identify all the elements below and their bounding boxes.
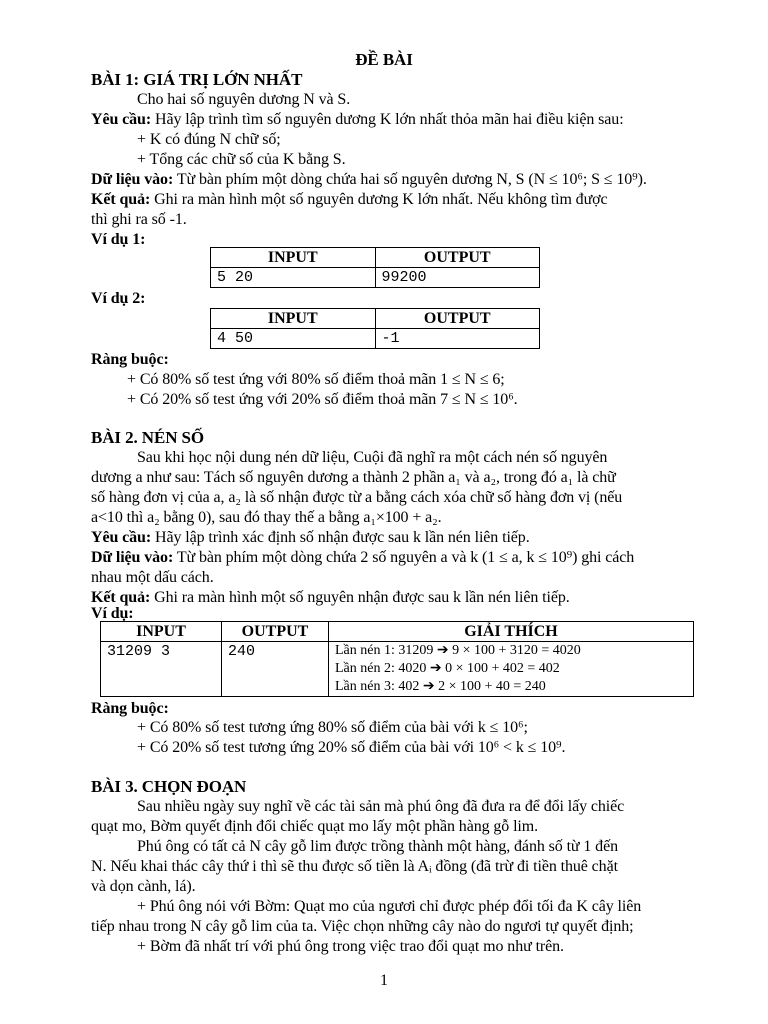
bai2-input-desc (91, 548, 634, 568)
bai1-requirement (91, 110, 624, 130)
col-output: OUTPUT (375, 309, 540, 329)
bai2-input-desc-2: nhau một dấu cách. (91, 569, 214, 586)
bai1-ex1-label: Ví dụ 1: (91, 231, 146, 248)
bai2-ex-label: Ví dụ: (91, 605, 134, 622)
text: Ghi ra màn hình một số nguyên dương K lớn nhất. Nếu không tìm được (154, 191, 608, 208)
col-input: INPUT (211, 248, 376, 268)
ex-output: -1 (375, 329, 540, 349)
label: Dữ liệu vào: (91, 549, 174, 566)
label: Kết quả: (91, 589, 151, 606)
bai1-cond2: + Tổng các chữ số của K bằng S. (137, 151, 346, 168)
bai3-para-1: Sau nhiều ngày suy nghĩ về các tài sản mà phú ông đã đưa ra để đổi lấy chiếc (137, 798, 625, 815)
col-input: INPUT (211, 309, 376, 329)
text: Từ bàn phím một dòng chứa hai số nguyên dương N, S (N ≤ 10⁶; S ≤ 10⁹). (176, 171, 647, 188)
bai1-constraint-2: + Có 20% số test ứng với 20% số điểm thoả mãn 7 ≤ N ≤ 10⁶. (127, 391, 518, 408)
ex-input: 5 20 (211, 268, 376, 288)
bai1-cond1: + K có đúng N chữ số; (137, 131, 281, 148)
expl-line-1: Lần nén 1: 31209 ➔ 9 × 100 + 3120 = 4020 (335, 643, 581, 658)
bai1-output-desc (91, 190, 608, 210)
bai1-ex2-table (210, 308, 540, 349)
page-number: 1 (380, 972, 388, 989)
bai3-para-6: + Phú ông nói với Bờm: Quạt mo của ngươi chỉ được phép đổi tối đa K cây liên (137, 898, 642, 915)
expl-line-3: Lần nén 3: 402 ➔ 2 × 100 + 40 = 240 (335, 679, 546, 694)
ex-output: 99200 (375, 268, 540, 288)
label: Yêu cầu: (91, 111, 152, 128)
bai3-para-5: và dọn cành, lá). (91, 878, 196, 895)
text: Ghi ra màn hình một số nguyên nhận được sau k lần nén liên tiếp. (154, 589, 570, 606)
col-input: INPUT (101, 622, 222, 642)
col-explanation: GIẢI THÍCH (329, 622, 694, 642)
bai2-para-2: dương a như sau: Tách số nguyên dương a thành 2 phần a₁ và a₂, trong đó a₁ là chữ (91, 469, 616, 486)
bai3-para-3: Phú ông có tất cả N cây gỗ lim được trồng thành một hàng, đánh số từ 1 đến (137, 838, 618, 855)
bai2-requirement (91, 528, 530, 548)
bai2-title: BÀI 2. NÉN SỐ (91, 428, 205, 447)
ex-input: 31209 3 (101, 642, 222, 697)
text: Hãy lập trình xác định số nhận được sau k lần nén liên tiếp. (155, 529, 530, 546)
bai2-ex-table (100, 621, 694, 697)
text: Từ bàn phím một dòng chứa 2 số nguyên a và k (1 ≤ a, k ≤ 10⁹) ghi cách (176, 549, 635, 566)
bai2-constraint-1: + Có 80% số test tương ứng 80% số điểm của bài với k ≤ 10⁶; (137, 719, 528, 736)
bai1-output-desc-2: thì ghi ra số -1. (91, 211, 187, 228)
expl-line-2: Lần nén 2: 4020 ➔ 0 × 100 + 402 = 402 (335, 661, 560, 676)
label: Kết quả: (91, 191, 151, 208)
bai2-para-1: Sau khi học nội dung nén dữ liệu, Cuội đã nghĩ ra một cách nén số nguyên (137, 449, 608, 466)
bai2-para-3: số hàng đơn vị của a, a₂ là số nhận được từ a bằng cách xóa chữ số hàng đơn vị (nếu (91, 489, 623, 506)
bai1-intro: Cho hai số nguyên dương N và S. (137, 91, 351, 108)
bai1-title: BÀI 1: GIÁ TRỊ LỚN NHẤT (91, 70, 303, 89)
col-output: OUTPUT (222, 622, 329, 642)
bai1-constraints-label: Ràng buộc: (91, 351, 169, 368)
label: Dữ liệu vào: (91, 171, 174, 188)
bai1-input-desc (91, 170, 647, 190)
doc-title: ĐỀ BÀI (355, 50, 413, 69)
label: Yêu cầu: (91, 529, 152, 546)
bai3-para-2: quạt mo, Bờm quyết định đổi chiếc quạt mo lấy một phần hàng gỗ lim. (91, 818, 539, 835)
col-output: OUTPUT (375, 248, 540, 268)
ex-explanation (329, 642, 694, 697)
bai1-ex1-table (210, 247, 540, 288)
bai1-ex2-label: Ví dụ 2: (91, 290, 146, 307)
bai2-constraints-label: Ràng buộc: (91, 700, 169, 717)
bai3-para-7: tiếp nhau trong N cây gỗ lim của ta. Việc chọn những cây nào do ngươi tự quyết định; (91, 918, 634, 935)
bai2-output-desc (91, 588, 570, 608)
ex-output: 240 (222, 642, 329, 697)
bai3-para-8: + Bờm đã nhất trí với phú ông trong việc trao đổi quạt mo như trên. (137, 938, 564, 955)
bai3-para-4: N. Nếu khai thác cây thứ i thì sẽ thu được số tiền là Aᵢ đồng (đã trừ đi tiền thuê chặt (91, 858, 618, 875)
bai2-para-4: a<10 thì a₂ bằng 0), sau đó thay thế a bằng a₁×100 + a₂. (91, 509, 442, 526)
text: Hãy lập trình tìm số nguyên dương K lớn nhất thỏa mãn hai điều kiện sau: (155, 111, 624, 128)
bai3-title: BÀI 3. CHỌN ĐOẠN (91, 777, 247, 796)
bai1-constraint-1: + Có 80% số test ứng với 80% số điểm thoả mãn 1 ≤ N ≤ 6; (127, 371, 505, 388)
ex-input: 4 50 (211, 329, 376, 349)
bai2-constraint-2: + Có 20% số test tương ứng 20% số điểm của bài với 10⁶ < k ≤ 10⁹. (137, 739, 566, 756)
